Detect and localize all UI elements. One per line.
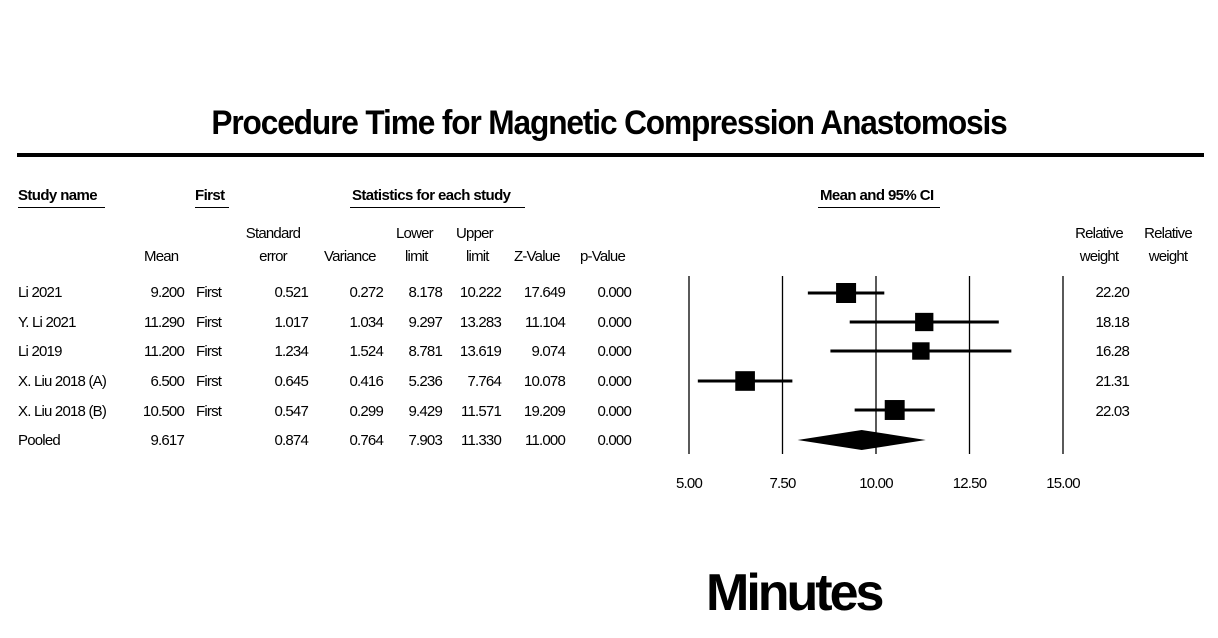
study-p: 0.000 xyxy=(597,284,631,301)
study-se: 0.521 xyxy=(274,284,308,301)
chart-title: Procedure Time for Magnetic Compression Anastomosis xyxy=(211,104,1007,142)
study-first: First xyxy=(196,284,222,301)
study-marker xyxy=(885,400,905,420)
study-p: 0.000 xyxy=(597,432,631,449)
study-p: 0.000 xyxy=(597,343,631,360)
study-variance: 0.764 xyxy=(349,432,383,449)
study-p: 0.000 xyxy=(597,373,631,390)
study-z: 9.074 xyxy=(531,343,565,360)
study-se: 0.874 xyxy=(274,432,308,449)
study-name: X. Liu 2018 (B) xyxy=(18,403,107,420)
study-z: 11.000 xyxy=(525,432,565,449)
study-upper: 13.619 xyxy=(459,343,501,360)
study-weight: 18.18 xyxy=(1095,314,1129,331)
statistics-header: Statistics for each study xyxy=(352,187,511,204)
study-lower: 8.781 xyxy=(408,343,442,360)
col-mean: Mean xyxy=(144,248,179,265)
study-first: First xyxy=(196,373,222,390)
study-z: 17.649 xyxy=(523,284,565,301)
study-first: First xyxy=(196,314,222,331)
study-mean: 6.500 xyxy=(150,373,184,390)
mean-ci-header: Mean and 95% CI xyxy=(820,187,934,204)
x-tick-label: 5.00 xyxy=(676,475,702,492)
x-tick-label: 7.50 xyxy=(769,475,796,492)
study-marker xyxy=(836,283,856,303)
col-upper-line1: Upper xyxy=(456,225,493,242)
study-weight: 21.31 xyxy=(1095,373,1129,390)
study-lower: 9.429 xyxy=(408,403,442,420)
study-lower: 5.236 xyxy=(408,373,442,390)
study-mean: 9.617 xyxy=(150,432,184,449)
study-name: Pooled xyxy=(18,432,60,449)
study-mean: 10.500 xyxy=(142,403,184,420)
col-lower-line2: limit xyxy=(405,248,428,265)
col-rw1-line2: weight xyxy=(1079,248,1119,265)
study-weight: 16.28 xyxy=(1095,343,1129,360)
study-first: First xyxy=(196,343,222,360)
col-p: p-Value xyxy=(580,248,625,265)
col-se-line1: Standard xyxy=(245,225,301,242)
col-variance: Variance xyxy=(324,248,376,265)
study-lower: 8.178 xyxy=(408,284,442,301)
study-marker xyxy=(735,371,755,391)
col-rw2-line2: weight xyxy=(1148,248,1188,265)
study-se: 0.547 xyxy=(274,403,308,420)
x-tick-label: 12.50 xyxy=(952,475,987,492)
study-variance: 0.416 xyxy=(349,373,383,390)
first-header: First xyxy=(195,187,225,204)
col-upper-line2: limit xyxy=(466,248,489,265)
study-weight: 22.03 xyxy=(1095,403,1129,420)
study-mean: 11.200 xyxy=(144,343,184,360)
study-se: 0.645 xyxy=(274,373,308,390)
study-name-header: Study name xyxy=(18,187,98,204)
study-upper: 10.222 xyxy=(459,284,501,301)
x-axis-label: Minutes xyxy=(706,564,882,622)
study-z: 11.104 xyxy=(525,314,565,331)
study-variance: 0.299 xyxy=(349,403,383,420)
study-lower: 9.297 xyxy=(408,314,442,331)
study-first: First xyxy=(196,403,222,420)
study-name: Y. Li 2021 xyxy=(18,314,76,331)
study-upper: 11.571 xyxy=(461,403,501,420)
col-lower-line1: Lower xyxy=(396,225,433,242)
study-z: 19.209 xyxy=(523,403,565,420)
col-se-line2: error xyxy=(259,248,287,265)
study-weight: 22.20 xyxy=(1095,284,1129,301)
study-name: X. Liu 2018 (A) xyxy=(18,373,107,390)
study-p: 0.000 xyxy=(597,403,631,420)
pooled-diamond xyxy=(798,430,926,450)
study-upper: 11.330 xyxy=(461,432,501,449)
col-rw2-line1: Relative xyxy=(1144,225,1192,242)
study-mean: 9.200 xyxy=(150,284,184,301)
x-tick-label: 15.00 xyxy=(1046,475,1080,492)
study-mean: 11.290 xyxy=(144,314,184,331)
col-z: Z-Value xyxy=(514,248,560,265)
study-se: 1.017 xyxy=(274,314,308,331)
study-marker xyxy=(915,313,933,331)
study-name: Li 2019 xyxy=(18,343,62,360)
col-rw1-line1: Relative xyxy=(1075,225,1123,242)
study-marker xyxy=(912,342,929,359)
study-variance: 0.272 xyxy=(349,284,383,301)
study-upper: 13.283 xyxy=(459,314,501,331)
study-name: Li 2021 xyxy=(18,284,62,301)
study-variance: 1.524 xyxy=(349,343,383,360)
study-variance: 1.034 xyxy=(349,314,383,331)
study-z: 10.078 xyxy=(523,373,565,390)
x-tick-label: 10.00 xyxy=(859,475,893,492)
study-se: 1.234 xyxy=(274,343,308,360)
study-upper: 7.764 xyxy=(467,373,501,390)
study-lower: 7.903 xyxy=(408,432,442,449)
study-p: 0.000 xyxy=(597,314,631,331)
